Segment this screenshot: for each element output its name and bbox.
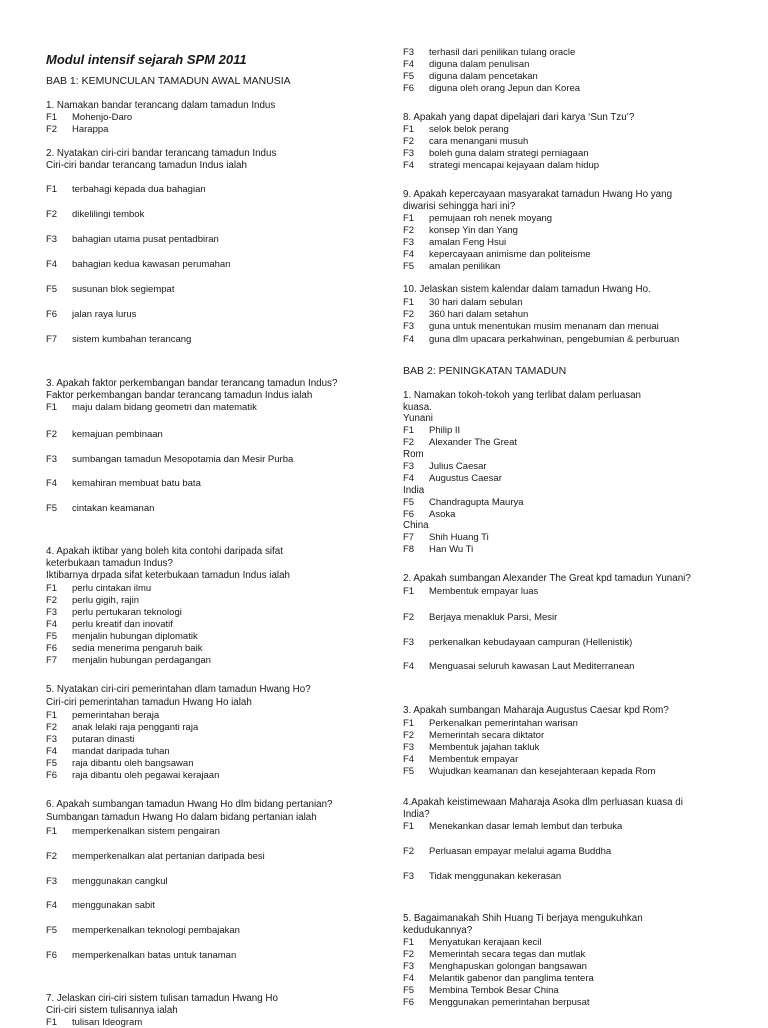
answer-code: F1: [403, 213, 415, 224]
answer-line: [403, 661, 634, 672]
answer-text: perkenalkan kebudayaan campuran (Hellenistik): [429, 637, 633, 648]
answer-code: F6: [46, 309, 58, 320]
answer-text: diguna dalam pencetakan: [429, 71, 538, 82]
answer-code: F1: [46, 826, 58, 837]
answer-code: F1: [46, 710, 58, 721]
question-text: 1. Namakan bandar terancang dalam tamadun Indus: [46, 100, 276, 111]
question-text: kedudukannya?: [403, 925, 473, 936]
answer-text: menggunakan cangkul: [72, 876, 168, 887]
answer-line: [403, 83, 580, 94]
answer-code: F4: [46, 259, 58, 270]
answer-text: bahagian utama pusat pentadbiran: [72, 234, 219, 245]
question-text: 3. Apakah sumbangan Maharaja Augustus Caesar kpd Rom?: [403, 705, 669, 716]
answer-code: F4: [403, 973, 415, 984]
answer-text: boleh guna dalam strategi perniagaan: [429, 148, 589, 159]
answer-line: [403, 297, 522, 308]
answer-text: 30 hari dalam sebulan: [429, 297, 523, 308]
answer-text: Mohenjo-Daro: [72, 112, 133, 123]
answer-text: kemahiran membuat batu bata: [72, 478, 201, 489]
question-text: 6. Apakah sumbangan tamadun Hwang Ho dlm bidang pertanian?: [46, 799, 333, 810]
chapter-heading: BAB 1: KEMUNCULAN TAMADUN AWAL MANUSIA: [46, 75, 291, 87]
question-text: Yunani: [403, 413, 433, 424]
answer-text: perlu pertukaran teknologi: [72, 607, 182, 618]
answer-line: [46, 402, 257, 413]
answer-code: F2: [403, 846, 415, 857]
answer-code: F6: [46, 643, 58, 654]
answer-line: [46, 758, 193, 769]
answer-code: F1: [403, 718, 415, 729]
answer-text: terhasil dari penilikan tulang oracle: [429, 47, 576, 58]
answer-text: cara menangani musuh: [429, 136, 529, 147]
answer-text: pemerintahan beraja: [72, 710, 160, 721]
answer-code: F5: [46, 925, 58, 936]
answer-line: [403, 742, 539, 753]
answer-text: kemajuan pembinaan: [72, 429, 163, 440]
answer-text: sistem kumbahan terancang: [72, 334, 192, 345]
answer-line: [46, 454, 293, 465]
answer-text: Alexander The Great: [429, 437, 518, 448]
answer-text: perlu gigih, rajin: [72, 595, 140, 606]
question-text: 10. Jelaskan sistem kalendar dalam tamadun Hwang Ho.: [403, 284, 651, 295]
answer-line: [46, 503, 154, 514]
question-text: 7. Jelaskan ciri-ciri sistem tulisan tamadun Hwang Ho: [46, 993, 278, 1004]
question-text: Sumbangan tamadun Hwang Ho dalam bidang pertanian ialah: [46, 812, 317, 823]
answer-text: guna untuk menentukan musim menanam dan menuai: [429, 321, 659, 332]
answer-line: [46, 900, 155, 911]
answer-text: Memerintah secara tegas dan mutlak: [429, 949, 586, 960]
answer-line: [46, 478, 201, 489]
answer-code: F5: [403, 71, 415, 82]
answer-code: F3: [403, 237, 415, 248]
answer-line: [46, 746, 170, 757]
answer-text: Perkenalkan pemerintahan warisan: [429, 718, 578, 729]
answer-line: [46, 284, 174, 295]
answer-text: terbahagi kepada dua bahagian: [72, 184, 206, 195]
answer-code: F2: [403, 437, 415, 448]
answer-line: [403, 213, 552, 224]
answer-text: Shih Huang Ti: [429, 532, 489, 543]
answer-line: [403, 637, 632, 648]
answer-code: F5: [403, 766, 415, 777]
answer-line: [403, 321, 659, 332]
question-text: 5. Bagaimanakah Shih Huang Ti berjaya mengukuhkan: [403, 913, 643, 924]
answer-code: F8: [403, 544, 415, 555]
answer-text: Memerintah secara diktator: [429, 730, 545, 741]
answer-text: menjalin hubungan diplomatik: [72, 631, 198, 642]
answer-line: [403, 754, 518, 765]
answer-code: F4: [403, 754, 415, 765]
answer-code: F4: [46, 900, 58, 911]
answer-text: Harappa: [72, 124, 109, 135]
answer-line: [403, 612, 557, 623]
answer-line: [403, 136, 528, 147]
answer-code: F6: [403, 509, 415, 520]
answer-line: [403, 766, 655, 777]
answer-code: F4: [403, 473, 415, 484]
answer-line: [46, 209, 144, 220]
answer-line: [46, 619, 173, 630]
answer-code: F4: [46, 478, 58, 489]
answer-line: [403, 237, 506, 248]
question-text: 4.Apakah keistimewaan Maharaja Asoka dlm perluasan kuasa di: [403, 797, 683, 808]
question-text: 4. Apakah iktibar yang boleh kita contohi daripada sifat: [46, 546, 283, 557]
answer-code: F3: [46, 734, 58, 745]
answer-text: raja dibantu oleh bangsawan: [72, 758, 194, 769]
answer-line: [46, 826, 220, 837]
chapter-heading: BAB 2: PENINGKATAN TAMADUN: [403, 365, 567, 377]
answer-code: F2: [46, 429, 58, 440]
answer-line: [403, 497, 524, 508]
answer-line: [403, 124, 509, 135]
question-text: China: [403, 520, 429, 531]
page-title: Modul intensif sejarah SPM 2011: [46, 52, 247, 67]
answer-code: F5: [403, 985, 415, 996]
question-text: India?: [403, 809, 430, 820]
answer-line: [46, 722, 198, 733]
answer-text: cintakan keamanan: [72, 503, 155, 514]
question-text: 9. Apakah kepercayaan masyarakat tamadun Hwang Ho yang: [403, 189, 673, 200]
answer-line: [46, 655, 211, 666]
answer-code: F6: [403, 83, 415, 94]
answer-line: [403, 309, 528, 320]
answer-code: F2: [403, 949, 415, 960]
answer-text: Menghapuskan golongan bangsawan: [429, 961, 587, 972]
answer-text: Han Wu Ti: [429, 544, 474, 555]
answer-code: F6: [46, 950, 58, 961]
answer-line: [403, 985, 559, 996]
answer-code: F4: [46, 746, 58, 757]
answer-code: F4: [403, 334, 415, 345]
answer-code: F1: [403, 425, 415, 436]
answer-text: Perluasan empayar melalui agama Buddha: [429, 846, 612, 857]
answer-code: F2: [403, 136, 415, 147]
answer-text: Membentuk empayar: [429, 754, 519, 765]
answer-line: [403, 532, 489, 543]
answer-text: diguna dalam penulisan: [429, 59, 530, 70]
answer-text: Philip II: [429, 425, 461, 436]
answer-text: Julius Caesar: [429, 461, 487, 472]
answer-line: [403, 973, 594, 984]
answer-line: [46, 184, 206, 195]
answer-code: F1: [403, 297, 415, 308]
answer-text: pemujaan roh nenek moyang: [429, 213, 553, 224]
answer-code: F2: [403, 225, 415, 236]
answer-line: [403, 71, 538, 82]
answer-text: 360 hari dalam setahun: [429, 309, 529, 320]
answer-code: F4: [403, 160, 415, 171]
answer-text: Tidak menggunakan kekerasan: [429, 871, 562, 882]
answer-line: [403, 473, 502, 484]
answer-line: [403, 334, 679, 345]
answer-code: F2: [403, 612, 415, 623]
answer-line: [403, 586, 538, 597]
answer-text: perlu cintakan ilmu: [72, 583, 152, 594]
answer-line: [46, 607, 182, 618]
question-text: Ciri-ciri pemerintahan tamadun Hwang Ho ialah: [46, 697, 252, 708]
answer-text: dikelilingi tembok: [72, 209, 145, 220]
answer-code: F1: [46, 112, 58, 123]
answer-line: [403, 437, 517, 448]
answer-code: F7: [46, 334, 58, 345]
answer-code: F3: [403, 321, 415, 332]
question-text: Iktibarnya drpada sifat keterbukaan tamadun Indus ialah: [46, 570, 290, 581]
answer-code: F3: [46, 234, 58, 245]
answer-line: [403, 544, 473, 555]
answer-line: [46, 851, 265, 862]
answer-code: F5: [403, 261, 415, 272]
answer-text: Menekankan dasar lemah lembut dan terbuka: [429, 821, 623, 832]
answer-line: [46, 643, 202, 654]
answer-line: [403, 718, 578, 729]
answer-code: F4: [403, 249, 415, 260]
answer-text: Chandragupta Maurya: [429, 497, 524, 508]
answer-line: [403, 730, 544, 741]
answer-code: F6: [403, 997, 415, 1008]
answer-line: [403, 949, 585, 960]
question-text: keterbukaan tamadun Indus?: [46, 558, 173, 569]
answer-code: F3: [46, 876, 58, 887]
answer-text: Asoka: [429, 509, 456, 520]
answer-code: F3: [403, 961, 415, 972]
answer-text: sedia menerima pengaruh baik: [72, 643, 203, 654]
question-text: Rom: [403, 449, 424, 460]
answer-code: F5: [46, 631, 58, 642]
answer-text: diguna oleh orang Jepun dan Korea: [429, 83, 581, 94]
answer-line: [403, 871, 561, 882]
answer-text: susunan blok segiempat: [72, 284, 175, 295]
answer-text: memperkenalkan teknologi pembajakan: [72, 925, 240, 936]
answer-code: F5: [46, 284, 58, 295]
answer-code: F2: [46, 851, 58, 862]
question-text: diwarisi sehingga hari ini?: [403, 201, 516, 212]
answer-code: F7: [46, 655, 58, 666]
question-text: 8. Apakah yang dapat dipelajari dari karya ‘Sun Tzu’?: [403, 112, 635, 123]
answer-code: F2: [46, 124, 58, 135]
answer-line: [403, 225, 518, 236]
answer-line: [46, 334, 191, 345]
answer-text: menjalin hubungan perdagangan: [72, 655, 211, 666]
answer-code: F3: [403, 461, 415, 472]
answer-line: [403, 821, 622, 832]
answer-line: [46, 950, 236, 961]
question-text: Ciri-ciri sistem tulisannya ialah: [46, 1005, 178, 1016]
answer-line: [403, 937, 541, 948]
answer-text: Augustus Caesar: [429, 473, 502, 484]
answer-line: [403, 997, 590, 1008]
question-text: Ciri-ciri bandar terancang tamadun Indus ialah: [46, 160, 247, 171]
answer-line: [403, 846, 611, 857]
answer-code: F4: [403, 661, 415, 672]
answer-text: putaran dinasti: [72, 734, 135, 745]
answer-line: [403, 249, 591, 260]
answer-line: [46, 710, 159, 721]
answer-text: perlu kreatif dan inovatif: [72, 619, 173, 630]
answer-code: F5: [46, 758, 58, 769]
answer-code: F1: [403, 586, 415, 597]
question-text: 1. Namakan tokoh-tokoh yang terlibat dalam perluasan: [403, 390, 641, 401]
answer-code: F2: [403, 730, 415, 741]
answer-text: anak lelaki raja pengganti raja: [72, 722, 199, 733]
answer-code: F1: [403, 821, 415, 832]
answer-code: F1: [403, 937, 415, 948]
answer-text: Menyatukan kerajaan kecil: [429, 937, 542, 948]
answer-line: [46, 734, 134, 745]
answer-text: amalan Feng Hsui: [429, 237, 507, 248]
answer-text: mandat daripada tuhan: [72, 746, 170, 757]
answer-text: Membentuk empayar luas: [429, 586, 539, 597]
answer-line: [46, 429, 163, 440]
answer-text: bahagian kedua kawasan perumahan: [72, 259, 231, 270]
answer-code: F3: [403, 871, 415, 882]
answer-code: F3: [46, 607, 58, 618]
answer-text: raja dibantu oleh pegawai kerajaan: [72, 770, 220, 781]
answer-text: Menguasai seluruh kawasan Laut Mediterranean: [429, 661, 635, 672]
answer-code: F3: [403, 637, 415, 648]
answer-text: memperkenalkan batas untuk tanaman: [72, 950, 237, 961]
answer-code: F1: [46, 583, 58, 594]
answer-code: F2: [46, 722, 58, 733]
answer-text: menggunakan sabit: [72, 900, 155, 911]
answer-text: amalan penilikan: [429, 261, 501, 272]
answer-text: Berjaya menakluk Parsi, Mesir: [429, 612, 558, 623]
answer-line: [403, 425, 460, 436]
question-text: 5. Nyatakan ciri-ciri pemerintahan dlam tamadun Hwang Ho?: [46, 684, 311, 695]
question-text: 2. Nyatakan ciri-ciri bandar terancang tamadun Indus: [46, 148, 277, 159]
answer-code: F3: [403, 148, 415, 159]
question-text: 3. Apakah faktor perkembangan bandar terancang tamadun Indus?: [46, 378, 338, 389]
answer-code: F2: [46, 209, 58, 220]
answer-text: konsep Yin dan Yang: [429, 225, 518, 236]
answer-code: F1: [46, 1017, 58, 1028]
question-text: India: [403, 485, 425, 496]
answer-code: F5: [46, 503, 58, 514]
answer-code: F1: [403, 124, 415, 135]
answer-code: F7: [403, 532, 415, 543]
answer-text: jalan raya lurus: [72, 309, 137, 320]
answer-text: memperkenalkan sistem pengairan: [72, 826, 220, 837]
answer-code: F3: [403, 742, 415, 753]
answer-text: maju dalam bidang geometri dan matematik: [72, 402, 257, 413]
answer-line: [46, 124, 108, 135]
answer-line: [46, 309, 136, 320]
question-text: 2. Apakah sumbangan Alexander The Great kpd tamadun Yunani?: [403, 573, 691, 584]
answer-code: F3: [46, 454, 58, 465]
answer-line: [46, 583, 151, 594]
answer-line: [46, 234, 219, 245]
answer-text: guna dlm upacara perkahwinan, pengebumian & perburuan: [429, 334, 680, 345]
answer-code: F3: [403, 47, 415, 58]
answer-line: [46, 631, 198, 642]
answer-code: F1: [46, 184, 58, 195]
answer-line: [403, 148, 589, 159]
answer-line: [403, 59, 529, 70]
answer-line: [403, 509, 455, 520]
answer-line: [46, 595, 139, 606]
answer-line: [403, 961, 587, 972]
answer-text: memperkenalkan alat pertanian daripada besi: [72, 851, 265, 862]
answer-text: Membina Tembok Besar China: [429, 985, 559, 996]
answer-line: [46, 112, 132, 123]
answer-line: [46, 876, 168, 887]
answer-code: F5: [403, 497, 415, 508]
answer-line: [46, 925, 240, 936]
answer-code: F2: [46, 595, 58, 606]
answer-text: strategi mencapai kejayaan dalam hidup: [429, 160, 600, 171]
answer-text: Menggunakan pemerintahan berpusat: [429, 997, 590, 1008]
answer-text: tulisan Ideogram: [72, 1017, 143, 1028]
question-text: Faktor perkembangan bandar terancang tamadun Indus ialah: [46, 390, 313, 401]
answer-text: Wujudkan keamanan dan kesejahteraan kepada Rom: [429, 766, 656, 777]
answer-line: [403, 461, 487, 472]
answer-line: [46, 1017, 142, 1028]
answer-line: [403, 261, 500, 272]
answer-text: kepercayaan animisme dan politeisme: [429, 249, 591, 260]
answer-text: sumbangan tamadun Mesopotamia dan Mesir Purba: [72, 454, 294, 465]
answer-line: [46, 259, 230, 270]
answer-line: [46, 770, 219, 781]
answer-code: F1: [46, 402, 58, 413]
answer-code: F4: [403, 59, 415, 70]
answer-code: F6: [46, 770, 58, 781]
answer-line: [403, 47, 575, 58]
answer-code: F4: [46, 619, 58, 630]
answer-text: Membentuk jajahan takluk: [429, 742, 540, 753]
question-text: kuasa.: [403, 402, 432, 413]
answer-line: [403, 160, 599, 171]
answer-text: Melantik gabenor dan panglima tentera: [429, 973, 594, 984]
answer-text: selok belok perang: [429, 124, 509, 135]
answer-code: F2: [403, 309, 415, 320]
